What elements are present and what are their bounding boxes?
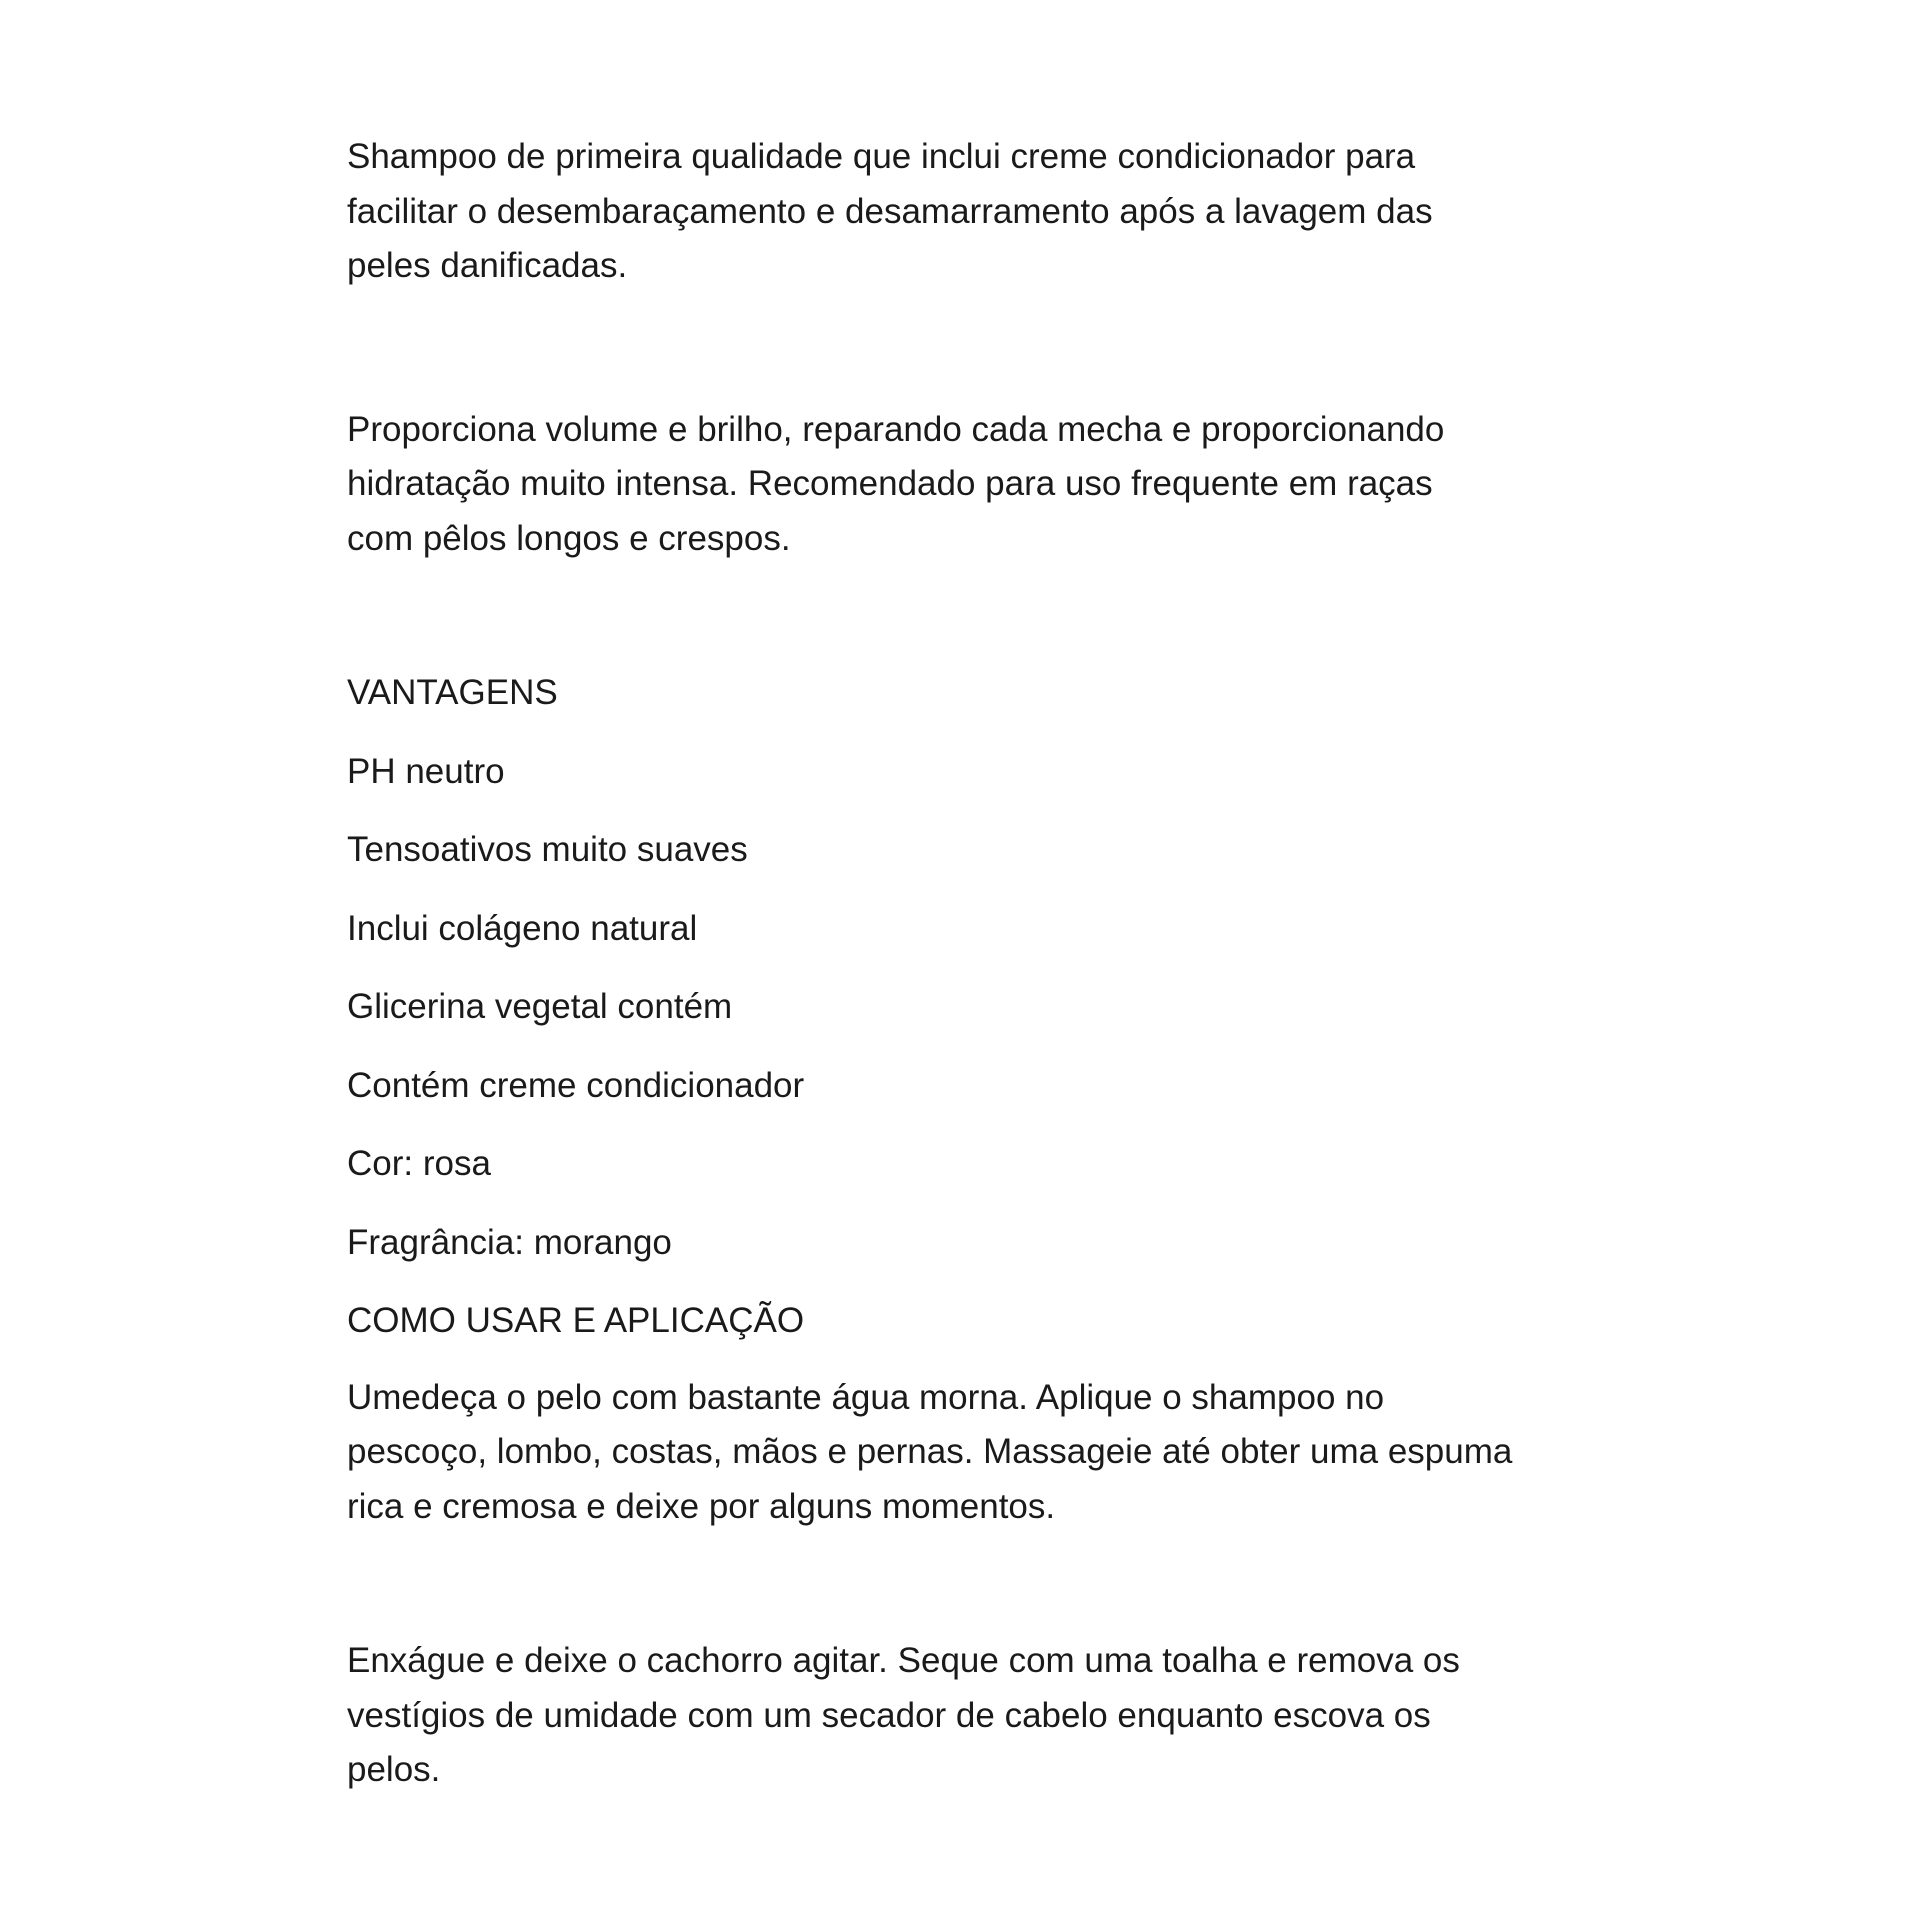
intro-paragraph: Shampoo de primeira qualidade que inclui creme condicionador para facilitar o desembaraçamento e desamarramento após a lavagem das peles danificadas. <box>347 137 1433 285</box>
advantage-item: PH neutro <box>347 751 505 791</box>
advantage-item: Tensoativos muito suaves <box>347 830 748 869</box>
usage-paragraph-1: Umedeça o pelo com bastante água morna. Aplique o shampoo no pescoço, lombo, costas, mãos e pernas. Massageie até obter uma espuma rica e cremosa e deixe por alguns momentos. <box>347 1377 1513 1526</box>
advantage-item: Cor: rosa <box>347 1144 491 1183</box>
document-body <box>347 130 1607 1798</box>
benefits-paragraph: Proporciona volume e brilho, reparando cada mecha e proporcionando hidratação muito intensa. Recomendado para uso frequente em raças com pêlos longos e crespos. <box>347 409 1445 558</box>
advantage-item: Inclui colágeno natural <box>347 908 698 948</box>
advantage-item: Fragrância: morango <box>347 1222 672 1262</box>
usage-paragraph-2: Enxágue e deixe o cachorro agitar. Seque com uma toalha e remova os vestígios de umidade com um secador de cabelo enquanto escova os pelos. <box>347 1641 1460 1789</box>
advantage-item: Glicerina vegetal contém <box>347 987 733 1026</box>
usage-heading: COMO USAR E APLICAÇÃO <box>347 1301 805 1340</box>
advantages-heading: VANTAGENS <box>347 673 558 712</box>
advantage-item: Contém creme condicionador <box>347 1065 805 1105</box>
